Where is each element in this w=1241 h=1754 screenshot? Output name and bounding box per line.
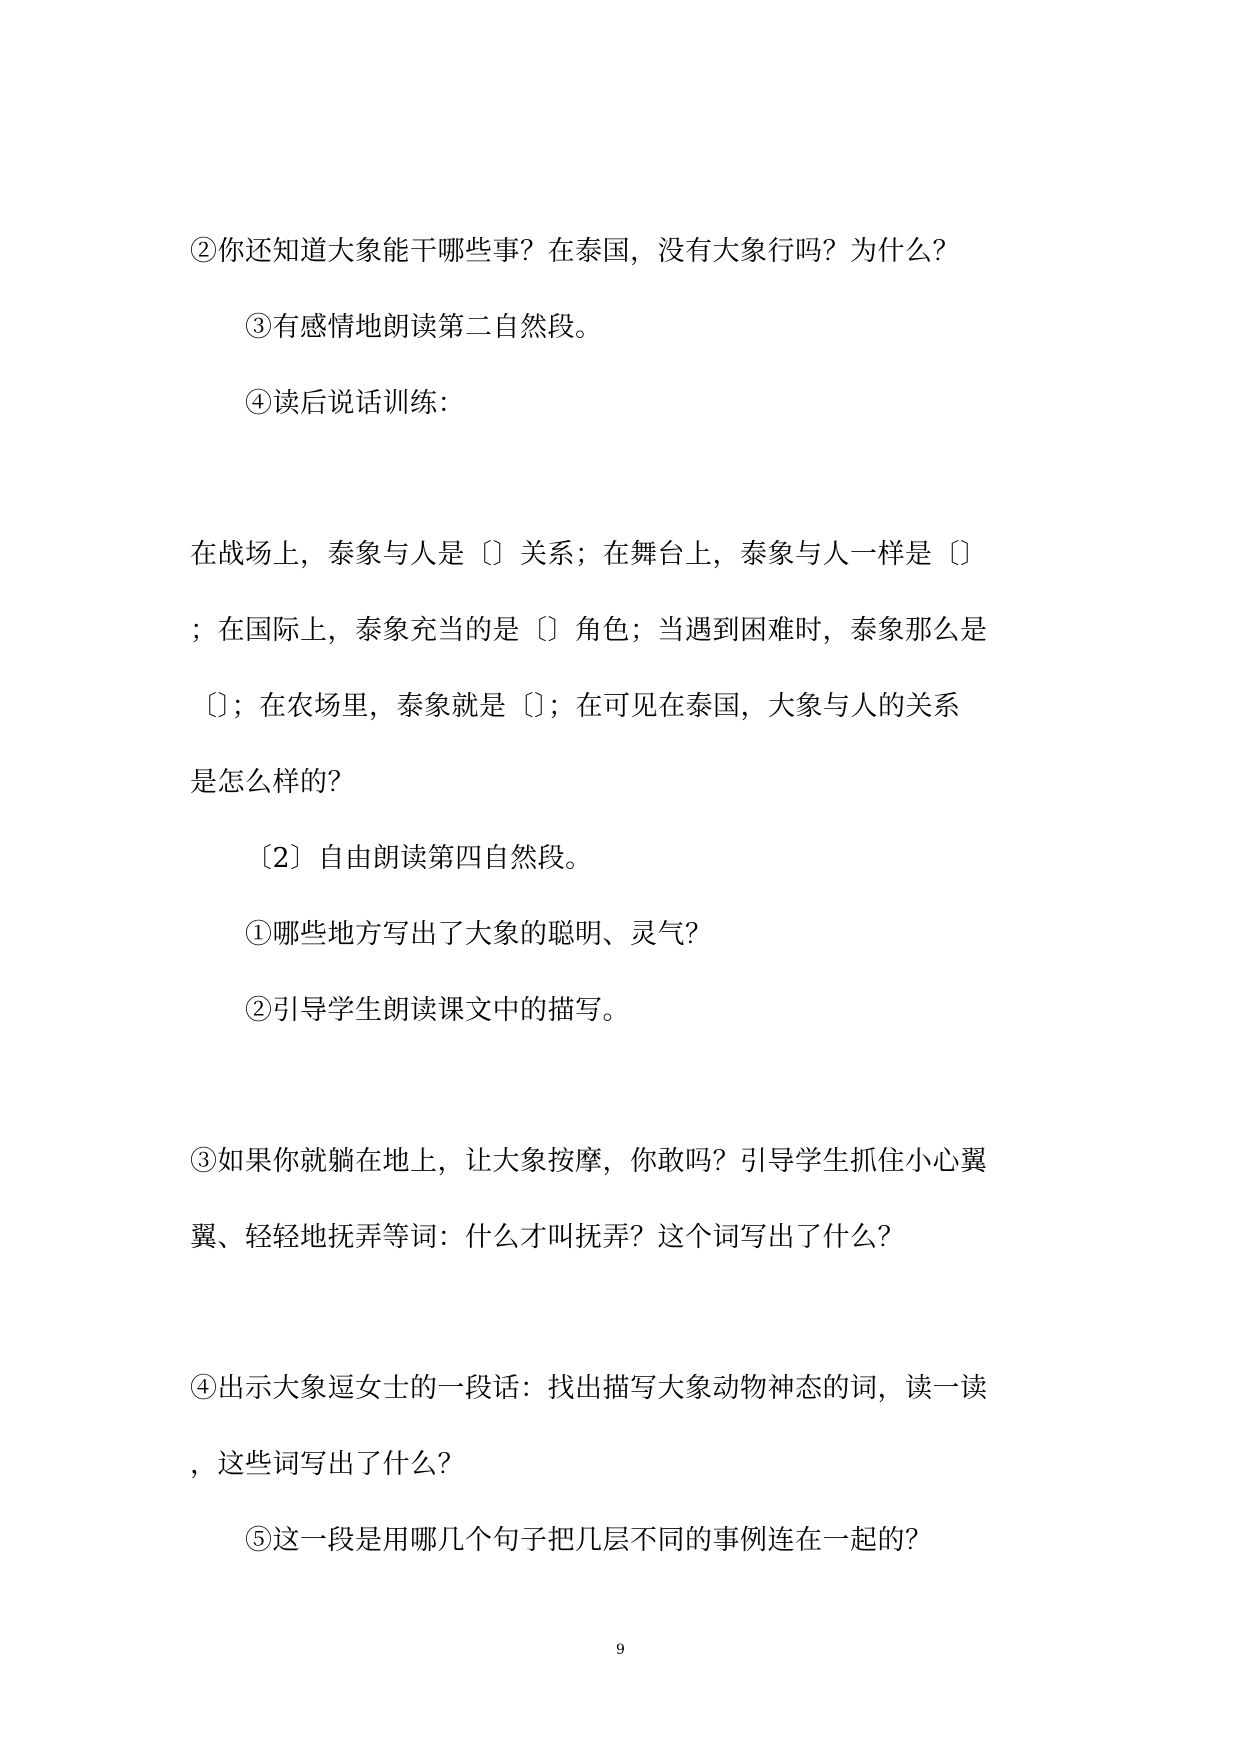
text-line-item-1: ①哪些地方写出了大象的聪明、灵气？ bbox=[245, 919, 713, 950]
text-line-section-2: 〔2〕自由朗读第四自然段。 bbox=[245, 843, 593, 874]
text-line-fill-blank-4: 是怎么样的？ bbox=[190, 767, 355, 798]
text-line-question-3: ③有感情地朗读第二自然段。 bbox=[245, 312, 603, 343]
text-line-fill-blank-2: ；在国际上，泰象充当的是〔〕角色；当遇到困难时，泰象那么是 bbox=[190, 615, 988, 646]
text-line-fill-blank-3: 〔〕；在农场里，泰象就是〔〕；在可见在泰国，大象与人的关系 bbox=[190, 691, 961, 722]
text-line-item-2: ②引导学生朗读课文中的描写。 bbox=[245, 995, 630, 1026]
text-line-item-4b: ，这些词写出了什么？ bbox=[190, 1449, 465, 1480]
text-line-item-3a: ③如果你就躺在地上，让大象按摩，你敢吗？引导学生抓住小心翼 bbox=[190, 1146, 988, 1177]
page-number: 9 bbox=[616, 1642, 625, 1658]
text-line-item-5: ⑤这一段是用哪几个句子把几层不同的事例连在一起的？ bbox=[245, 1525, 933, 1556]
text-line-question-4: ④读后说话训练： bbox=[245, 388, 465, 419]
text-line-fill-blank-1: 在战场上，泰象与人是〔〕关系；在舞台上，泰象与人一样是〔〕 bbox=[190, 539, 988, 570]
text-line-item-3b: 翼、轻轻地抚弄等词：什么才叫抚弄？这个词写出了什么？ bbox=[190, 1222, 905, 1253]
text-line-question-2: ②你还知道大象能干哪些事？在泰国，没有大象行吗？为什么？ bbox=[190, 236, 960, 267]
text-line-item-4a: ④出示大象逗女士的一段话：找出描写大象动物神态的词，读一读 bbox=[190, 1373, 988, 1404]
